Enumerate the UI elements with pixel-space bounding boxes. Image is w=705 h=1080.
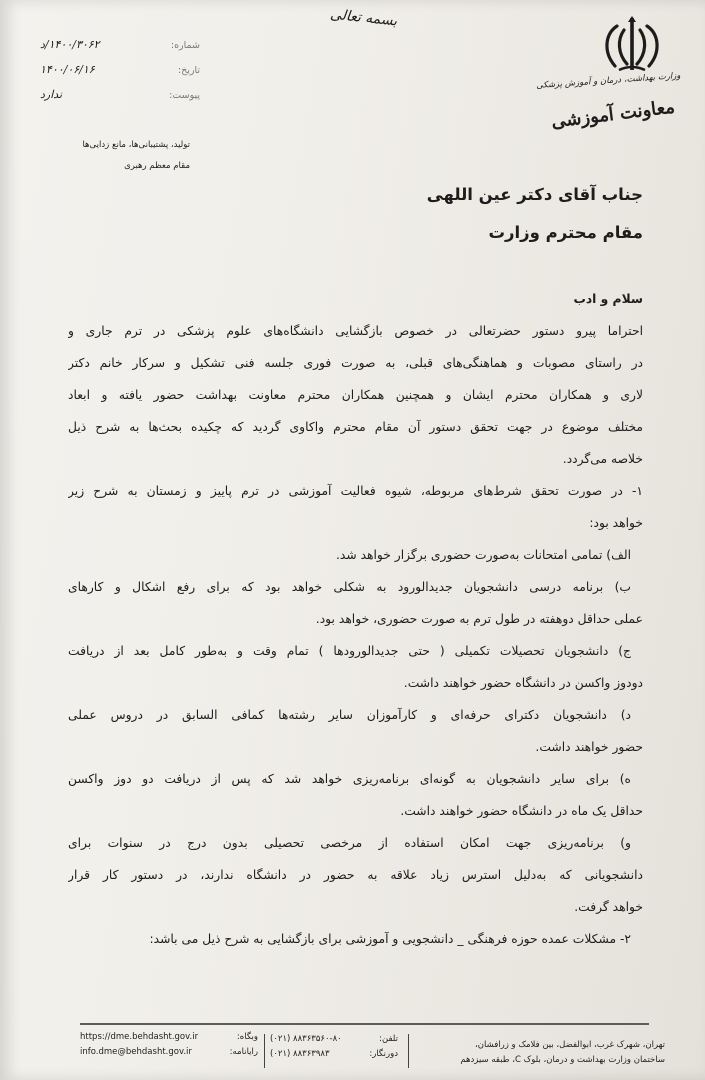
ministry-name: وزارت بهداشت، درمان و آموزش پزشکی: [536, 70, 682, 92]
footer-separator: [264, 1034, 265, 1068]
cc-line-2: مقام معظم رهبری: [124, 161, 190, 171]
sub-item-d-line: حضور خواهند داشت.: [535, 740, 643, 754]
basmala: بسمه تعالی: [329, 6, 398, 30]
deputy-name: معاونت آموزشی: [550, 96, 676, 133]
sub-item-f-line: و) برنامه‌ریزی جهت امکان استفاده از مرخصی تحصیلی بدون درج در سنوات برای: [68, 836, 631, 850]
addressee-title: مقام محترم وزارت: [488, 223, 643, 242]
date-value: ۱۴۰۰/۰۶/۱۶: [40, 63, 95, 76]
sub-item-e-line: حداقل یک ماه در دانشگاه حضور خواهند داشت.: [400, 804, 643, 818]
address-line-2: ساختمان وزارت بهداشت و درمان، بلوک C، طبقه سیزدهم: [460, 1055, 665, 1065]
sub-item-a: الف) تمامی امتحانات به‌صورت حضوری برگزار خواهد شد.: [336, 548, 631, 562]
footer-separator: [408, 1034, 409, 1068]
sub-item-e-line: ه) برای سایر دانشجویان به گونه‌ای برنامه‌ریزی خواهد شد که پس از دریافت دو دوز واکسن: [68, 772, 631, 786]
item-1-line: خواهد بود:: [589, 516, 643, 530]
fax-label: دورنگار:: [369, 1049, 398, 1059]
footer-phones: [270, 1032, 398, 1062]
addressee: [427, 176, 643, 252]
fax-value: (۰۲۱) ۸۸۳۶۳۹۸۳: [270, 1049, 330, 1059]
item-1-line: ۱- در صورت تحقق شرط‌های مربوطه، شیوه فعالیت آموزشی در ترم پاییز و زمستان به شرح زیر: [68, 484, 643, 498]
footer-address: [460, 1038, 665, 1068]
paragraph-line: در راستای مصوبات و هماهنگی‌های قبلی، به صورت فوری جلسه فنی تشکیل و سرکار خانم دکتر: [68, 356, 643, 370]
sub-item-c-line: ج) دانشجویان تحصیلات تکمیلی ( حتی جدیدالورودها ) تمام وقت و به‌طور کامل بعد از دریافت: [68, 644, 631, 658]
tel-label: تلفن:: [379, 1034, 398, 1044]
paragraph-line: مختلف موضوع در جهت تحقق دستور آن مقام محترم واکاوی گردید که چکیده بحث‌ها به شرح ذیل: [68, 420, 643, 434]
sub-item-f-line: دانشجویانی که به‌دلیل استرس زیاد علاقه به حضور در دانشگاه ندارند، در دستور کار قرار: [68, 868, 643, 882]
sub-item-f-line: خواهد گرفت.: [574, 900, 643, 914]
attachment-label: پیوست:: [169, 90, 200, 101]
email-label: رایانامه:: [229, 1047, 258, 1057]
sub-item-c-line: دودوز واکسن در دانشگاه حضور خواهند داشت.: [403, 676, 643, 690]
cc-line-1: تولید، پشتیبانی‌ها، مانع زدایی‌ها: [82, 140, 190, 150]
tel-value: (۰۲۱) ۸۸۳۶۳۵۶۰-۸۰: [270, 1034, 342, 1044]
website-label: وبگاه:: [236, 1032, 258, 1042]
date-row: [40, 63, 200, 88]
email-link[interactable]: info.dme@behdasht.gov.ir: [80, 1047, 192, 1057]
greeting: سلام و ادب: [573, 292, 643, 306]
letter-metadata: [40, 38, 200, 113]
attachment-value: ندارد: [40, 88, 63, 101]
number-label: شماره:: [170, 40, 200, 51]
website-link[interactable]: https://dme.behdasht.gov.ir: [80, 1032, 199, 1042]
paragraph-line: احتراما پیرو دستور حضرتعالی در خصوص بازگشایی دانشگاه‌های علوم پزشکی در ترم جاری و: [68, 324, 643, 338]
sub-item-b-line: عملی حداقل دوهفته در طول ترم به صورت حضوری، خواهد بود.: [315, 612, 643, 626]
footer-divider: [80, 1023, 649, 1025]
letter-footer: [0, 1028, 705, 1080]
number-value: ۱۴۰۰/۳۰۶۲/د: [40, 38, 100, 51]
sub-item-b-line: ب) برنامه درسی دانشجویان جدیدالورود به شکلی خواهد بود که برای رفع اشکال و کارهای: [68, 580, 631, 594]
addressee-name: جناب آقای دکتر عین اللهی: [426, 185, 643, 204]
address-line-1: تهران، شهرک غرب، ابوالفضل، بین فلامک و زرافشان،: [475, 1040, 665, 1050]
attachment-row: [40, 88, 200, 113]
letter-body: [68, 283, 643, 955]
iran-emblem-icon: [597, 14, 667, 74]
cc-note: [40, 135, 190, 177]
sub-item-d-line: د) دانشجویان دکترای حرفه‌ای و کارآموزان سایر رشته‌ها کمافی السابق در دروس عملی: [68, 708, 631, 722]
item-2-line: ۲- مشکلات عمده حوزه فرهنگی _ دانشجویی و آموزشی برای بازگشایی به شرح ذیل می باشد:: [149, 932, 631, 946]
footer-contact: [80, 1030, 258, 1060]
number-row: [40, 38, 200, 63]
paragraph-line: لاری و همکاران محترم ایشان و همچنین همکاران محترم معاونت بهداشت حضور یافته و ابعاد: [68, 388, 643, 402]
paragraph-line: خلاصه می‌گردد.: [562, 452, 643, 466]
date-label: تاریخ:: [177, 65, 200, 76]
